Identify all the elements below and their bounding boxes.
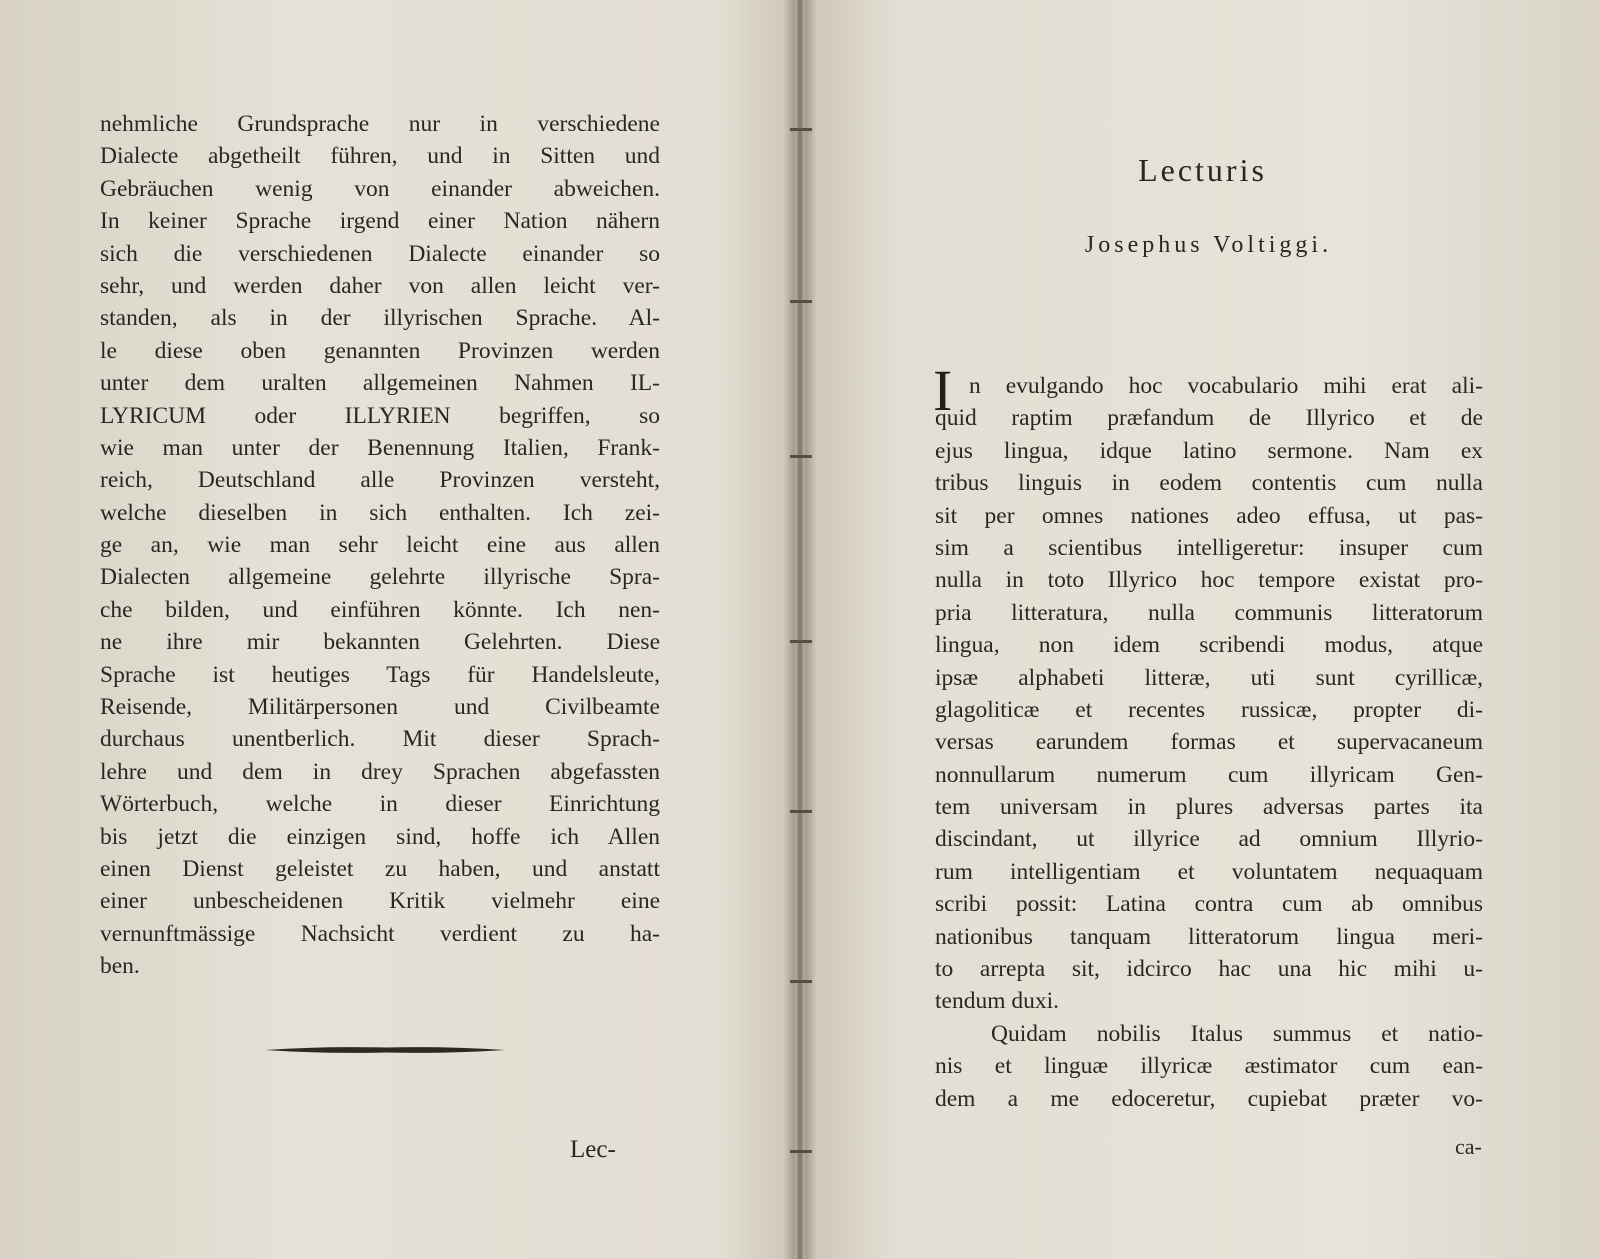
text-line: nis et linguæ illyricæ æstimator cum ean-: [935, 1053, 1483, 1080]
text-line: sim a scientibus intelligeretur: insuper cum: [935, 534, 1483, 561]
text-line: dem a me edoceretur, cupiebat præter vo-: [935, 1085, 1483, 1112]
text-line: tem universam in plures adversas partes ita: [935, 794, 1483, 821]
text-line: tendum duxi.: [935, 988, 1060, 1015]
text-line: unter dem uralten allgemeinen Nahmen IL-: [100, 370, 660, 397]
ornamental-rule: [265, 1046, 505, 1054]
text-line: vernunftmässige Nachsicht verdient zu ha-: [100, 920, 660, 947]
text-line: nationibus tanquam litteratorum lingua meri-: [935, 923, 1483, 950]
text-line: einen Dienst geleistet zu haben, und anstatt: [100, 855, 660, 882]
text-line: einer unbescheidenen Kritik vielmehr eine: [100, 888, 660, 915]
text-line: ne ihre mir bekannten Gelehrten. Diese: [100, 629, 660, 656]
text-line: ipsæ alphabeti litteræ, uti sunt cyrillicæ,: [935, 664, 1483, 691]
page-title: Lecturis: [1138, 152, 1267, 188]
text-line: standen, als in der illyrischen Sprache. Al-: [100, 305, 660, 332]
left-page: [0, 0, 795, 1259]
text-line: scribi possit: Latina contra cum ab omnibus: [935, 891, 1483, 918]
text-line: lingua, non idem scribendi modus, atque: [935, 632, 1483, 659]
text-line: In keiner Sprache irgend einer Nation nähern: [100, 208, 660, 235]
text-line: wie man unter der Benennung Italien, Frank-: [100, 434, 660, 461]
right-page: [805, 0, 1600, 1259]
text-line: Gebräuchen wenig von einander abweichen.: [100, 175, 660, 202]
text-line: Dialecten allgemeine gelehrte illyrische Spra-: [100, 564, 660, 591]
text-line: durchaus unentberlich. Mit dieser Sprach-: [100, 726, 660, 753]
text-line: che bilden, und einführen könnte. Ich nen-: [100, 596, 660, 623]
text-line: LYRICUM oder ILLYRIEN begriffen, so: [100, 402, 660, 429]
text-line: nulla in toto Illyrico hoc tempore existat pro-: [935, 567, 1483, 594]
catchword: ca-: [1455, 1134, 1482, 1159]
left-page-body: [100, 108, 660, 983]
text-line: discindant, ut illyrice ad omnium Illyrio-: [935, 826, 1483, 853]
text-line: lehre und dem in drey Sprachen abgefassten: [100, 758, 660, 785]
text-line: Wörterbuch, welche in dieser Einrichtung: [100, 791, 660, 818]
author-line: Josephus Voltiggi.: [1084, 232, 1333, 258]
text-line: reich, Deutschland alle Provinzen versteht,: [100, 467, 660, 494]
text-line: Reisende, Militärpersonen und Civilbeamte: [100, 694, 660, 721]
right-page-body: [935, 370, 1483, 1115]
text-line: nonnullarum numerum cum illyricam Gen-: [935, 761, 1483, 788]
text-line: quid raptim præfandum de Illyrico et de: [935, 405, 1483, 432]
text-line: Dialecte abgetheilt führen, und in Sitten und: [100, 143, 660, 170]
text-line: sehr, und werden daher von allen leicht ver-: [100, 272, 660, 299]
text-line: ben.: [100, 953, 140, 980]
drop-cap: I: [933, 358, 953, 423]
book-gutter: [795, 0, 805, 1259]
text-line: nehmliche Grundsprache nur in verschiedene: [100, 111, 660, 137]
text-line: le diese oben genannten Provinzen werden: [100, 337, 660, 364]
text-line: ge an, wie man sehr leicht eine aus allen: [100, 532, 660, 559]
text-line: tribus linguis in eodem contentis cum nulla: [935, 470, 1483, 497]
text-line: sich die verschiedenen Dialecte einander so: [100, 240, 660, 267]
text-line: Sprache ist heutiges Tags für Handelsleute,: [100, 661, 660, 688]
text-line: to arrepta sit, idcirco hac una hic mihi u-: [935, 956, 1483, 983]
text-line: pria litteratura, nulla communis litteratorum: [935, 599, 1483, 626]
text-line: sit per omnes nationes adeo effusa, ut pas-: [935, 502, 1483, 529]
text-line: versas earundem formas et supervacaneum: [935, 729, 1483, 756]
catchword: Lec-: [570, 1136, 616, 1163]
text-line: welche dieselben in sich enthalten. Ich zei-: [100, 499, 660, 526]
text-line: bis jetzt die einzigen sind, hoffe ich Allen: [100, 823, 660, 850]
text-line: Quidam nobilis Italus summus et natio-: [991, 1020, 1483, 1047]
text-line: glagoliticæ et recentes russicæ, propter di-: [935, 696, 1483, 723]
text-line: ejus lingua, idque latino sermone. Nam ex: [935, 437, 1483, 464]
text-line: rum intelligentiam et voluntatem nequaquam: [935, 858, 1483, 885]
text-line: n evulgando hoc vocabulario mihi erat ali-: [969, 373, 1483, 399]
